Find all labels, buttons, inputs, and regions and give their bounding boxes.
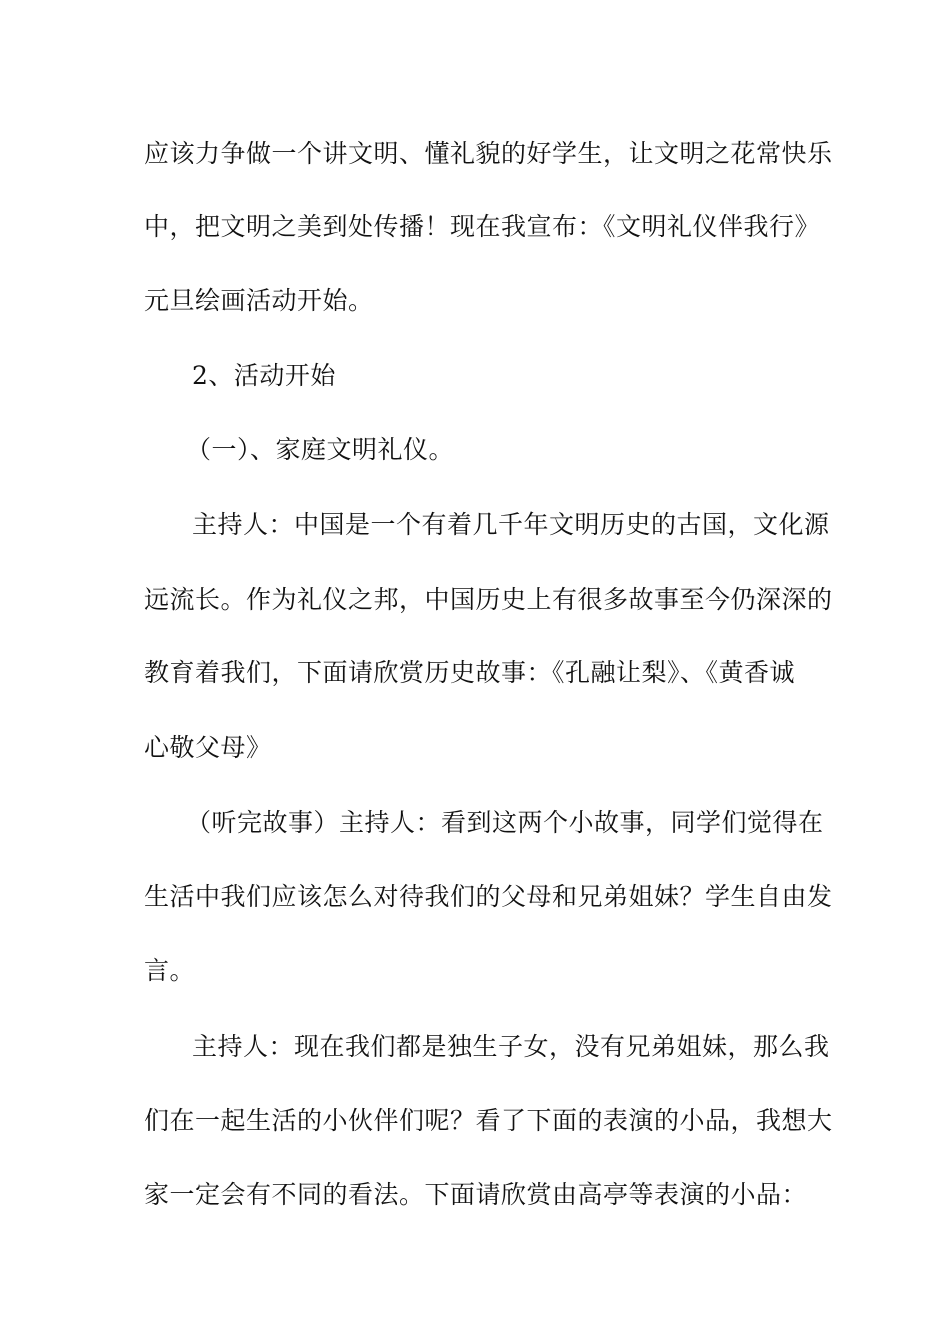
section-heading: 2、活动开始: [192, 361, 336, 390]
text-line: 家一定会有不同的看法。下面请欣赏由高亭等表演的小品：: [144, 1180, 808, 1209]
text-line: 生活中我们应该怎么对待我们的父母和兄弟姐妹？学生自由发: [144, 882, 833, 911]
text-line: 主持人：现在我们都是独生子女，没有兄弟姐妹，那么我: [192, 1032, 830, 1061]
text-line: 教育着我们，下面请欣赏历史故事：《孔融让梨》、《黄香诚: [144, 658, 796, 687]
subsection-heading: （一）、家庭文明礼仪。: [186, 435, 455, 464]
text-line: （听完故事）主持人：看到这两个小故事，同学们觉得在: [186, 808, 824, 837]
text-line: 主持人：中国是一个有着几千年文明历史的古国，文化源: [192, 510, 830, 539]
text-line: 心敬父母》: [144, 733, 272, 762]
text-line: 远流长。作为礼仪之邦，中国历史上有很多故事至今仍深深的: [144, 585, 833, 614]
text-line: 中，把文明之美到处传播！现在我宣布：《文明礼仪伴我行》: [144, 212, 821, 241]
text-line: 应该力争做一个讲文明、懂礼貌的好学生，让文明之花常快乐: [144, 139, 833, 168]
text-line: 元旦绘画活动开始。: [144, 286, 374, 315]
text-line: 们在一起生活的小伙伴们呢？看了下面的表演的小品，我想大: [144, 1106, 833, 1135]
text-line: 言。: [144, 956, 196, 985]
